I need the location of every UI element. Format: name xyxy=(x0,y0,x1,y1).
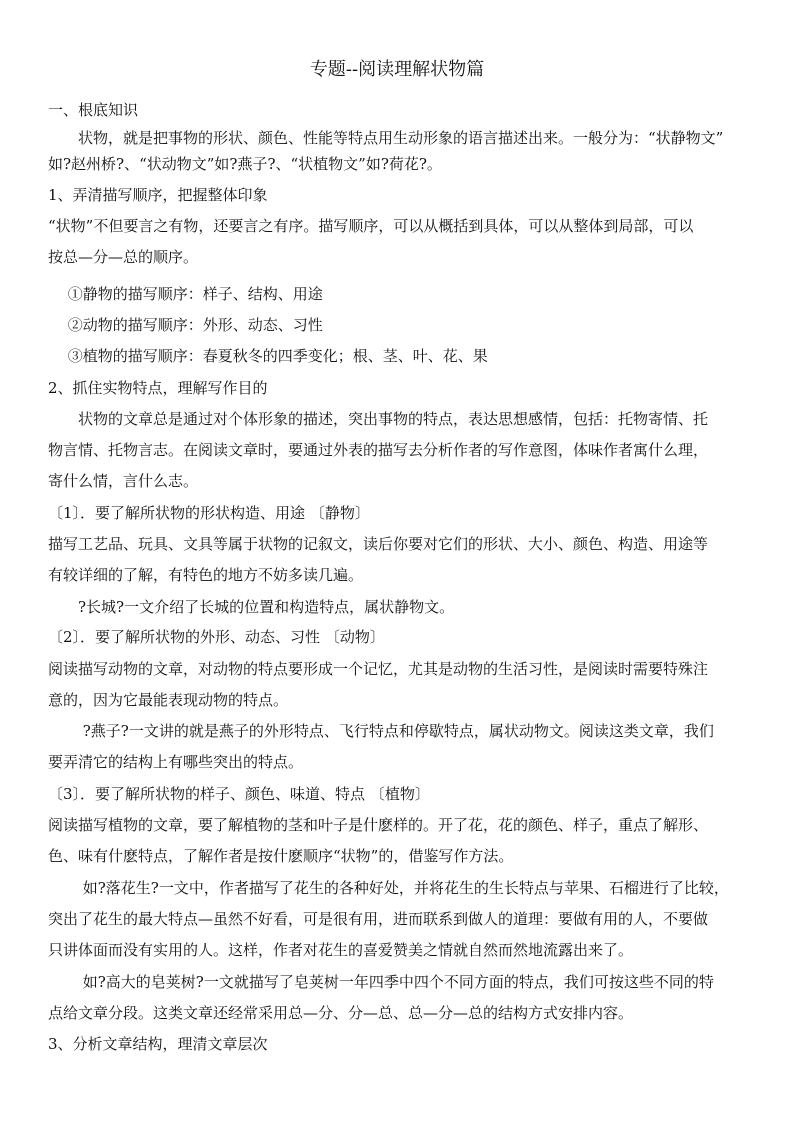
paragraph-line: 如?高大的皂荚树?一文就描写了皂荚树一年四季中四个不同方面的特点，我们可按这些不同的特 xyxy=(48,973,714,991)
document-title: 专题--阅读理解状物篇 xyxy=(309,59,485,80)
paragraph-line: 状物的文章总是通过对个体形象的描述，突出事物的特点，表达思想感情，包括：托物寄情、托 xyxy=(48,410,709,428)
subheading-plant: 〔3〕．要了解所状物的样子、颜色、味道、特点 〔植物〕 xyxy=(48,785,430,803)
paragraph-line: 要弄清它的结构上有哪些突出的特点。 xyxy=(48,753,304,771)
paragraph-line: 寄什么情，言什么志。 xyxy=(48,472,199,490)
paragraph-line: 色、味有什麽特点，了解作者是按什麽顺序“状物”的，借鉴写作方法。 xyxy=(48,847,514,865)
paragraph-line: “状物”不但要言之有物，还要言之有序。描写顺序，可以从概括到具体，可以从整体到局部，可以 xyxy=(48,217,694,235)
list-item: ①静物的描写顺序：样子、结构、用途 xyxy=(48,285,323,303)
subheading-features: 2、抓住实物特点，理解写作目的 xyxy=(48,379,268,397)
paragraph-line: 有较详细的了解，有特色的地方不妨多读几遍。 xyxy=(48,566,364,584)
paragraph-line: 如?落花生?一文中，作者描写了花生的各种好处，并将花生的生长特点与苹果、石榴进行了比较， xyxy=(48,879,729,897)
paragraph-line: 阅读描写动物的文章，对动物的特点要形成一个记忆，尤其是动物的生活习性，是阅读时需要特殊注 xyxy=(48,660,709,678)
paragraph-line: 只讲体面而没有实用的人。这样，作者对花生的喜爱赞美之情就自然而然地流露出来了。 xyxy=(48,941,634,959)
paragraph-line: 描写工艺品、玩具、文具等属于状物的记叙文，读后你要对它们的形状、大小、颜色、构造、用途等 xyxy=(48,535,709,553)
list-item: ③植物的描写顺序：春夏秋冬的四季变化；根、茎、叶、花、果 xyxy=(48,347,488,365)
paragraph-line: 突出了花生的最大特点—虽然不好看，可是很有用，进而联系到做人的道理：要做有用的人，不要做 xyxy=(48,910,709,928)
paragraph-line: 意的，因为它最能表现动物的特点。 xyxy=(48,691,289,709)
paragraph-line: 状物，就是把事物的形状、颜色、性能等特点用生动形象的语言描述出来。一般分为：“状静物文” xyxy=(48,129,724,147)
paragraph-line: 如?赵州桥?、“状动物文”如?燕子?、“状植物文”如?荷花?。 xyxy=(48,155,442,173)
subheading-animal: 〔2〕．要了解所状物的外形、动态、习性 〔动物〕 xyxy=(48,628,385,646)
list-item: ②动物的描写顺序：外形、动态、习性 xyxy=(48,316,323,334)
paragraph-line: ?长城?一文介绍了长城的位置和构造特点，属状静物文。 xyxy=(48,598,455,616)
paragraph-line: 按总—分—总的顺序。 xyxy=(48,248,199,266)
paragraph-line: 阅读描写植物的文章，要了解植物的茎和叶子是什麽样的。开了花，花的颜色、样子，重点了解形、 xyxy=(48,816,709,834)
subheading-still-object: 〔1〕．要了解所状物的形状构造、用途 〔静物〕 xyxy=(48,504,370,522)
section-heading-basics: 一、根底知识 xyxy=(48,101,139,119)
paragraph-line: 点给文章分段。这类文章还经常采用总—分、分—总、总—分—总的结构方式安排内容。 xyxy=(48,1004,634,1022)
paragraph-line: ?燕子?一文讲的就是燕子的外形特点、飞行特点和停歇特点，属状动物文。阅读这类文章，我们 xyxy=(48,722,714,740)
paragraph-line: 物言情、托物言志。在阅读文章时，要通过外表的描写去分析作者的写作意图，体味作者寓什么理， xyxy=(48,441,709,459)
subheading-order: 1、弄清描写顺序，把握整体印象 xyxy=(48,186,268,204)
subheading-structure: 3、分析文章结构，理清文章层次 xyxy=(48,1035,268,1053)
